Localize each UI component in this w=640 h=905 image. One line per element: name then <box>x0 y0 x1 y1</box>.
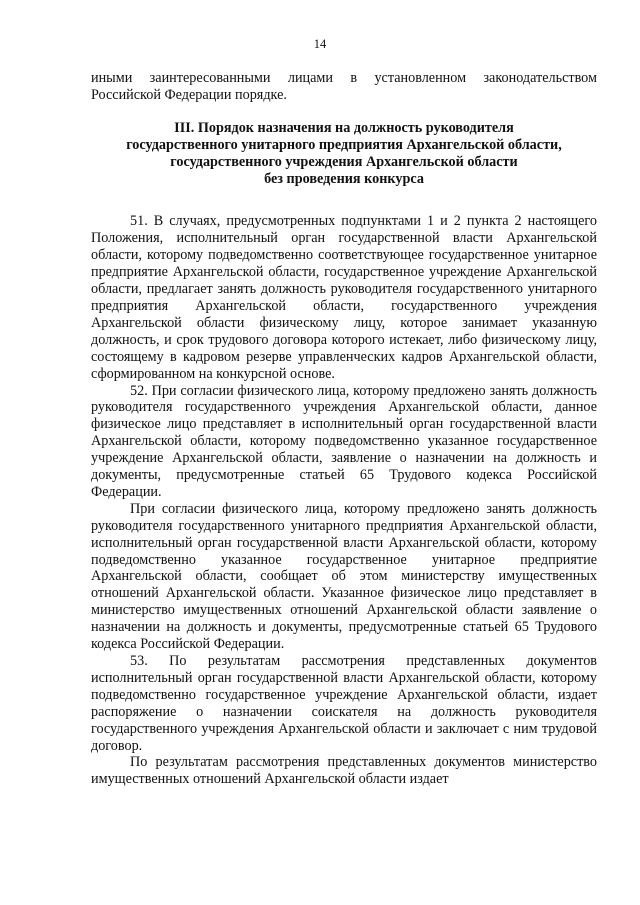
paragraph-53-continued: По результатам рассмотрения представленных документов министерство имущественных отношений Архангельской области издает <box>91 754 597 788</box>
page-number: 14 <box>313 37 327 51</box>
paragraph-52-continued: При согласии физического лица, которому предложено занять должность руководителя государственного унитарного предприятия Архангельской области, исполнительный орган государственной власти Архангельской области, которому подведомственно указанное государственное унитарное предприятие Архангельской области, сообщает об этом министерству имущественных отношений Архангельской области. Указанное физическое лицо представляет в министерство имущественных отношений Архангельской области заявление о назначении на должность и документы, предусмотренные статьей 65 Трудового кодекса Российской Федерации. <box>91 500 597 653</box>
paragraph-53: 53. По результатам рассмотрения представленных документов исполнительный орган государственной власти Архангельской области, которому подведомственно государственное учреждение Архангельской области, издает распоряжение о назначении соискателя на должность руководителя государственного учреждения Архангельской области и заключает с ним трудовой договор. <box>91 653 597 754</box>
section-heading-line: государственного учреждения Архангельской области <box>170 153 518 170</box>
section-heading-line: без проведения конкурса <box>264 170 424 187</box>
section-heading-line: III. Порядок назначения на должность руководителя <box>174 119 514 136</box>
section-heading-line: государственного унитарного предприятия Архангельской области, <box>126 136 562 153</box>
paragraph-52: 52. При согласии физического лица, которому предложено занять должность руководителя государственного учреждения Архангельской области, данное физическое лицо представляет в исполнительный орган государственной власти Архангельской области, которому подведомственно указанное государственное учреждение Архангельской области, заявление о назначении на должность и документы, предусмотренные статьей 65 Трудового кодекса Российской Федерации. <box>91 382 597 500</box>
document-body <box>91 70 597 788</box>
section-heading <box>91 120 597 188</box>
intro-paragraph: иными заинтересованными лицами в установленном законодательством Российской Федерации порядке. <box>91 70 597 103</box>
paragraph-51: 51. В случаях, предусмотренных подпунктами 1 и 2 пункта 2 настоящего Положения, исполнительный орган государственной власти Архангельской области, которому подведомственно соответствующее государственное унитарное предприятие Архангельской области, государственное учреждение Архангельской области, предлагает занять должность руководителя государственного унитарного предприятия Архангельской области, государственного учреждения Архангельской области физическому лицу, которое занимает указанную должность, и срок трудового договора которого истекает, либо физическому лицу, состоящему в кадровом резерве управленческих кадров Архангельской области, сформированном на конкурсной основе. <box>91 213 597 382</box>
